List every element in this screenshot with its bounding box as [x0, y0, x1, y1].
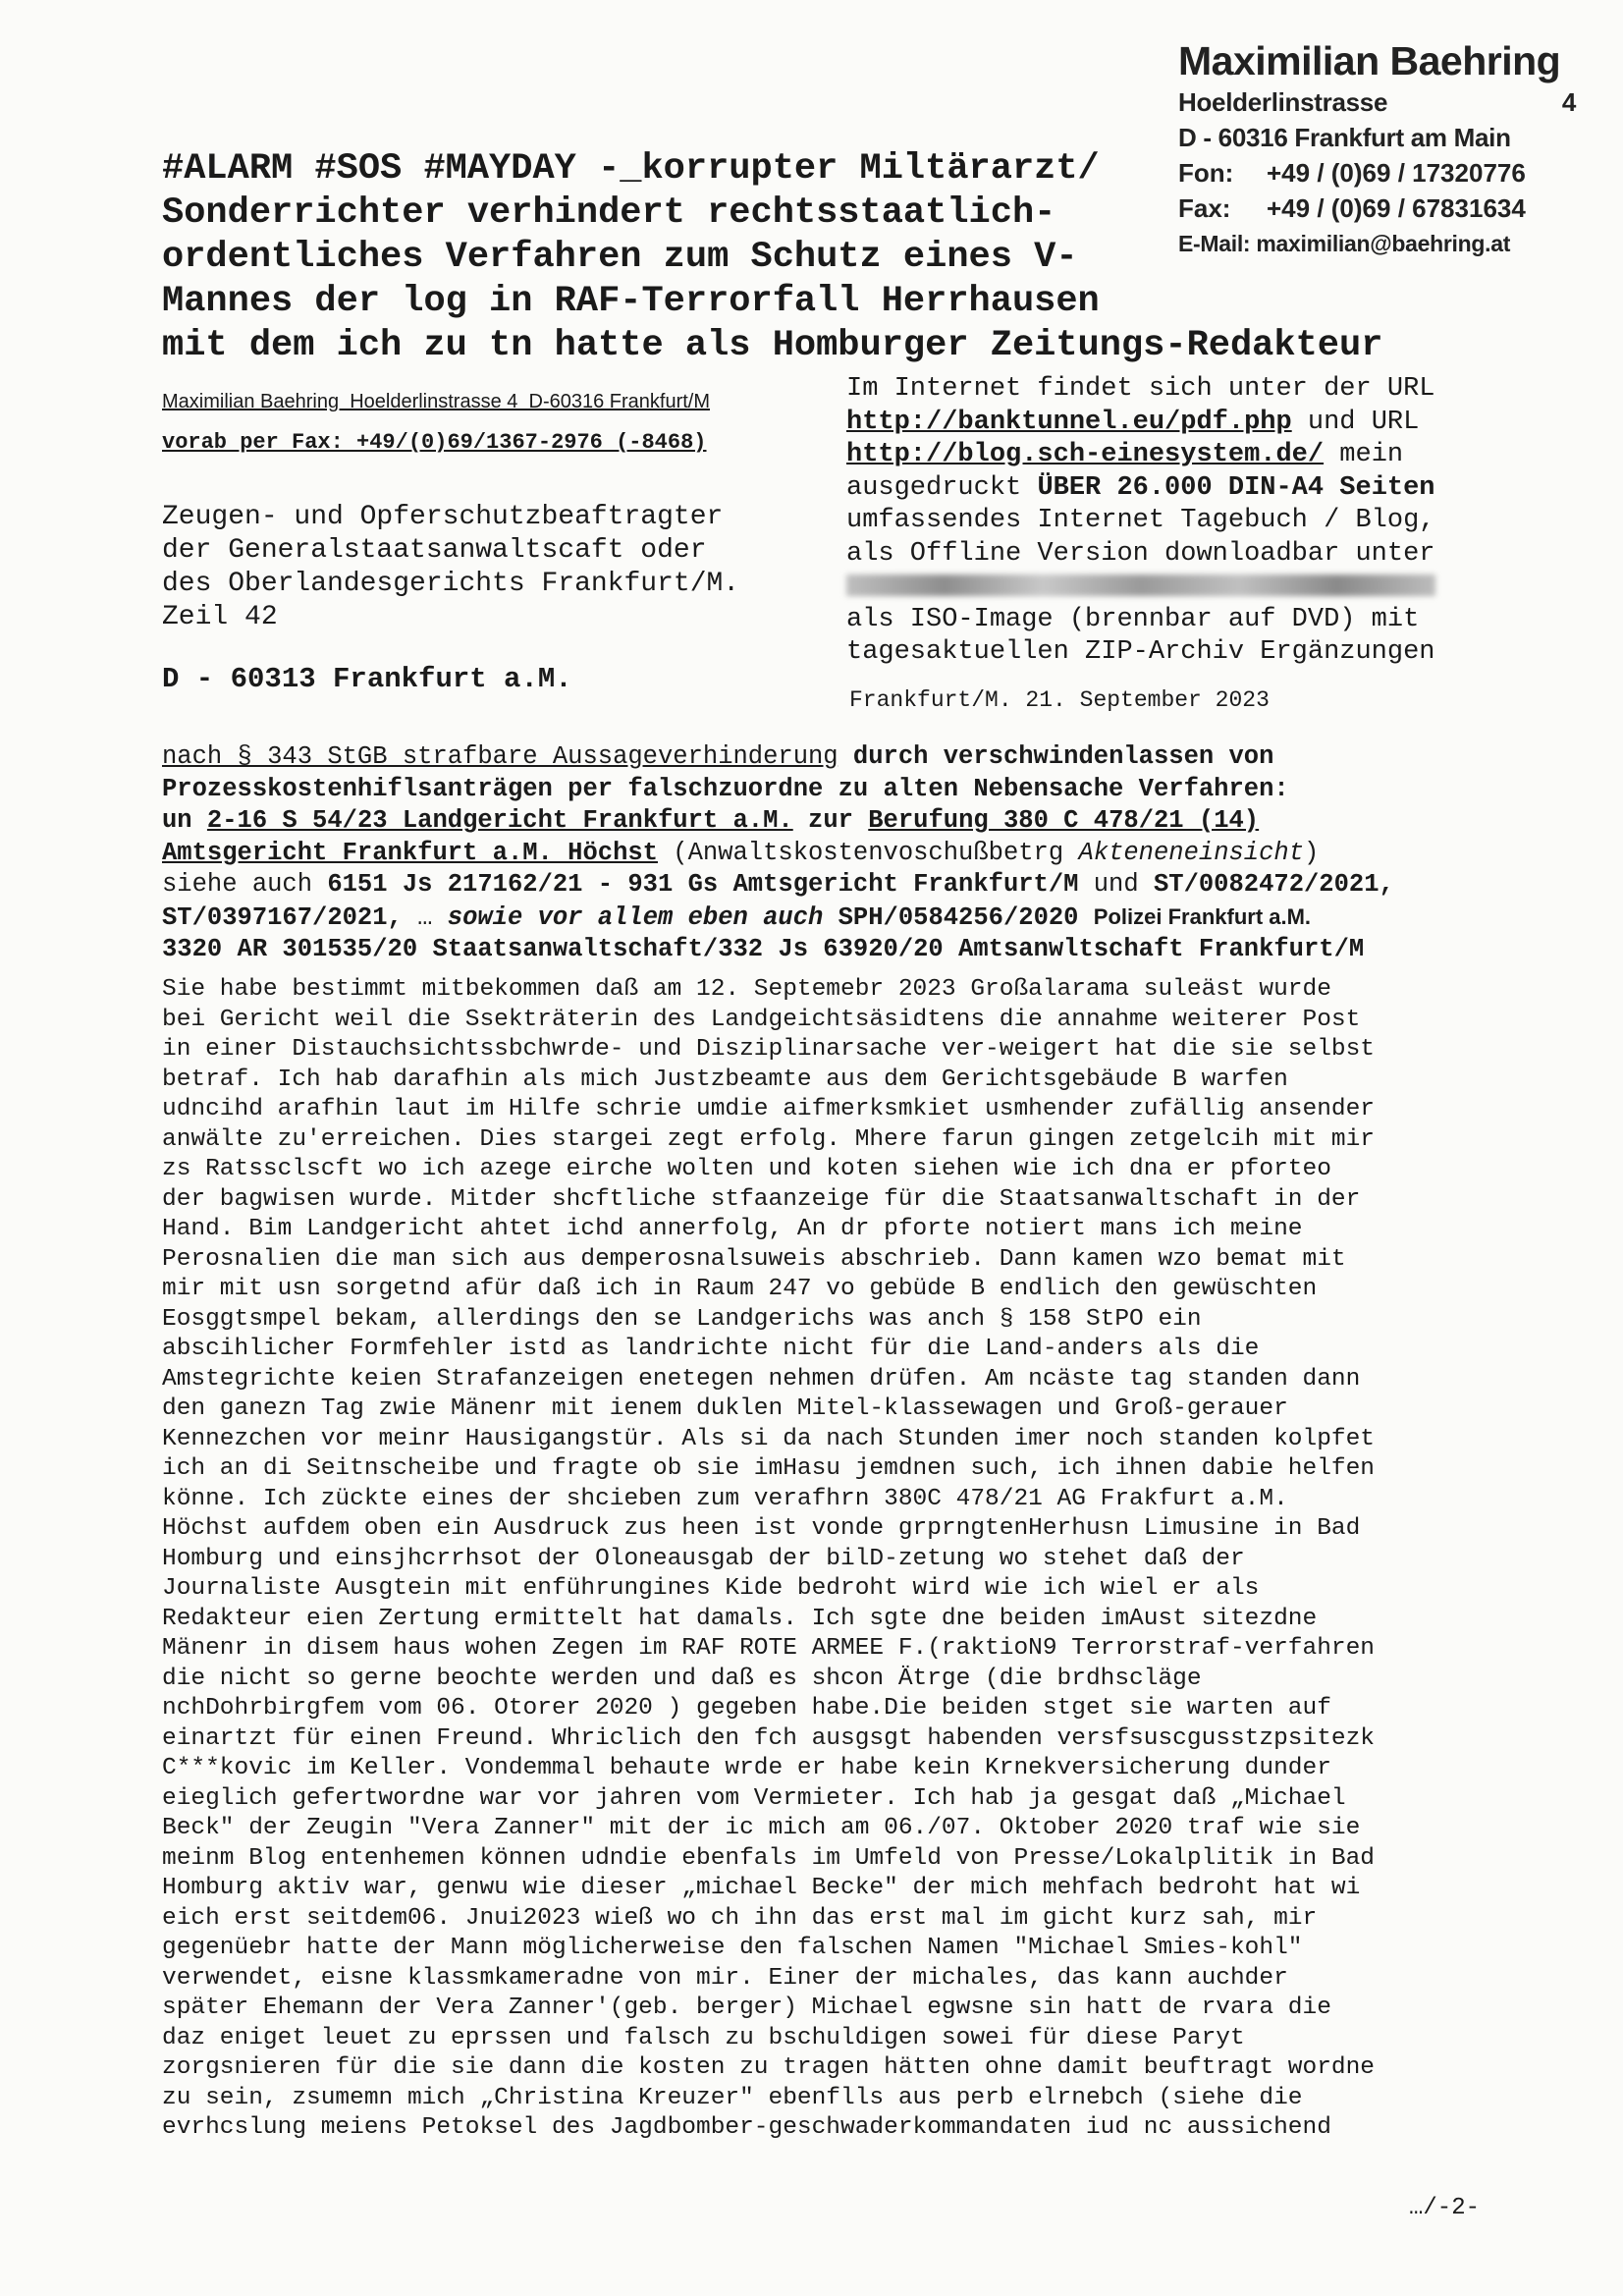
- blurred-url-redaction: [846, 574, 1435, 596]
- body-line: abscihlicher Formfehler istd as landrichte nicht für die Land-anders als die: [162, 1336, 1260, 1362]
- body-line: Mänenr in disem haus wohen Zegen im RAF ROTE ARMEE F.(raktioN9 Terrorstraf-verfahren: [162, 1635, 1376, 1662]
- letterhead-email: E-Mail: maximilian@baehring.at: [1178, 231, 1511, 256]
- internet-line-5: umfassendes Internet Tagebuch / Blog,: [846, 506, 1435, 535]
- body-line: Amstegrichte keien Strafanzeigen enetegen nehmen drüfen. Am ncäste tag standen dann: [162, 1365, 1361, 1393]
- headline-line-5: mit dem ich zu tn hatte als Homburger Zeitungs-Redakteur: [162, 325, 1383, 366]
- ref-kosten: (Anwaltskostenvoschußbetrg: [657, 838, 1079, 867]
- letterhead-street: Hoelderlinstrasse: [1178, 87, 1388, 117]
- letterhead-street-row: [1178, 84, 1576, 120]
- ref-siehe-auch: siehe auch: [162, 870, 328, 899]
- body-line: Hand. Bim Landgericht ahtet ichd annerfolg, An dr pforte notiert mans ich meine: [162, 1216, 1303, 1242]
- ref-line-5: [162, 869, 1537, 902]
- body-line: C***kovic im Keller. Vondemmal behaute wrde er habe kein Krnekversicherung dunder: [162, 1755, 1331, 1781]
- ref-amtsgericht: Amtsgericht Frankfurt a.M. Höchst: [162, 838, 658, 867]
- blurred-url: [846, 571, 1534, 604]
- ref-close-paren: ): [1304, 838, 1320, 867]
- body-line: nchDohrbirgfem vom 06. Otorer 2020 ) gegeben habe.Die beiden stget sie warten auf: [162, 1695, 1331, 1722]
- headline-line-1: #ALARM #SOS #MAYDAY -_korrupter Miltärarzt/: [162, 148, 1100, 190]
- body-line: Höchst aufdem oben ein Ausdruck zus heen ist vonde grprngtenHerhusn Limusine in Bad: [162, 1515, 1361, 1542]
- headline-line-3: ordentliches Verfahren zum Schutz eines V-: [162, 237, 1078, 278]
- ref-ellipsis: …: [402, 902, 448, 932]
- letterhead-city: D - 60316 Frankfurt am Main: [1178, 123, 1511, 152]
- body-line: daz eniget leuet zu eprssen und falsch zu bschuldigen sowei für diese Paryt: [162, 2024, 1245, 2051]
- ref-case-js: 6151 Js 217162/21 - 931 Gs Amtsgericht Frankfurt/M: [327, 870, 1079, 899]
- body-line: könne. Ich zückte eines der shcieben zum verafhrn 380C 478/21 AG Frakfurt a.M.: [162, 1485, 1288, 1512]
- body-line: einartzt für einen Freund. Whriclich den fch ausgsgt habenden versfsuscgusstzpsitezk: [162, 1724, 1376, 1752]
- internet-line-1: Im Internet findet sich unter der URL: [846, 374, 1435, 404]
- letter-date: Frankfurt/M. 21. September 2023: [849, 687, 1270, 713]
- headline-line-2: Sonderrichter verhindert rechtsstaatlich-: [162, 192, 1056, 234]
- body-line: Homburg und einsjhcrrhsot der Oloneausgab der bilD-zetung wo stehet daß der: [162, 1545, 1245, 1572]
- recipient-city: D - 60313 Frankfurt a.M.: [162, 663, 572, 695]
- recipient-line-3: des Oberlandesgerichts Frankfurt/M.: [162, 569, 740, 599]
- body-line: mir mit usn sorgetnd afür daß ich in Raum 247 vo gebüde B endlich den gewüschten: [162, 1276, 1318, 1302]
- fon-number: +49 / (0)69 / 17320776: [1267, 158, 1526, 188]
- internet-line-4-prefix: ausgedruckt: [846, 472, 1038, 503]
- ref-line-1-rest: durch verschwindenlassen von: [838, 742, 1274, 771]
- body-line: Eosggtsmpel bekam, allerdings den se Landgerichs was anch § 158 StPO ein: [162, 1305, 1202, 1333]
- headline-line-4: Mannes der log in RAF-Terrorfall Herrhausen: [162, 281, 1100, 322]
- body-line: anwälte zu'erreichen. Dies stargei zegt erfolg. Mhere farun gingen zetgelcih mit mir: [162, 1125, 1376, 1153]
- ref-case-landgericht: 2-16 S 54/23 Landgericht Frankfurt a.M.: [206, 806, 793, 835]
- body-line: meinm Blog entenhemen können udndie ebenfals im Umfeld von Presse/Lokalplitik in Bad: [162, 1844, 1376, 1872]
- body-line: ich an di Seitnscheibe und fragte ob sie imHasu jemdnen such, ich ihnen dabie helfen: [162, 1455, 1376, 1482]
- internet-line-4: [846, 472, 1534, 506]
- ref-un: un: [162, 806, 207, 835]
- body-line: zorgsnieren für die sie dann die kosten zu tragen hätten ohne damit beuftragt wordne: [162, 2054, 1376, 2081]
- internet-line-9: tagesaktuellen ZIP-Archiv Ergänzungen: [846, 637, 1435, 667]
- recipient-address: [162, 501, 739, 634]
- body-line: zu sein, zsumemn mich „Christina Kreuzer" ebenflls aus perb elrnebch (siehe die: [162, 2084, 1303, 2111]
- body-line: Sie habe bestimmt mitbekommen daß am 12. Septemebr 2023 Großalarama suleäst wurde: [162, 976, 1331, 1003]
- body-line: udncihd arafhin laut im Hilfe schrie umdie aifmerksmkiet usmhender zufällig ansender: [162, 1096, 1376, 1122]
- ref-line-3: [162, 805, 1537, 838]
- ref-offence: nach § 343 StGB strafbare Aussageverhinderung: [162, 742, 839, 771]
- fax-line: vorab per Fax: +49/(0)69/1367-2976 (-8468): [162, 430, 707, 455]
- body-line: den ganezn Tag zwie Mänenr mit ienem duklen Mitel-klassewagen und Groß-gerauer: [162, 1395, 1288, 1422]
- ref-sowie: sowie vor allem eben auch: [447, 902, 824, 932]
- body-line: der bagwisen wurde. Mitder shcftliche stfaanzeige für die Staatsanwaltschaft in der: [162, 1185, 1361, 1213]
- page-number: …/-2-: [1409, 2195, 1481, 2221]
- letterhead-name: Maximilian Baehring: [1178, 38, 1561, 83]
- ref-akteneinsicht: Akteneneinsicht: [1078, 838, 1305, 867]
- body-line: Kennezchen vor meinr Hausigangstür. Als si da nach Stunden imer noch standen kolpfet: [162, 1425, 1376, 1452]
- headline: [162, 147, 1537, 368]
- internet-line-2: [846, 407, 1534, 440]
- ref-case-st1: ST/0082472/2021,: [1153, 870, 1394, 899]
- body-line: Homburg aktiv war, genwu wie dieser „michael Becke" der mich mehfach bedroht hat wi: [162, 1875, 1361, 1901]
- recipient-line-4: Zeil 42: [162, 602, 278, 632]
- internet-line-3: [846, 439, 1534, 472]
- ref-line-2: Prozesskostenhiflsanträgen per falschzuordne zu alten Nebensache Verfahren:: [162, 774, 1289, 803]
- ref-case-berufung: Berufung 380 C 478/21 (14): [868, 806, 1260, 835]
- body-line: zs Ratssclscft wo ich azege eirche wolten und koten siehen wie ich dna er pforteo: [162, 1156, 1331, 1182]
- letterhead-house-no: 4: [1561, 87, 1576, 117]
- ref-line-1: [162, 741, 1537, 774]
- body-line: gegenüebr hatte der Mann möglicherweise den falschen Namen "Michael Smies-kohl": [162, 1935, 1303, 1961]
- recipient-line-1: Zeugen- und Opferschutzbeaftragter: [162, 502, 724, 532]
- fax-label: Fax:: [1178, 193, 1231, 223]
- fon-label: Fon:: [1178, 158, 1234, 188]
- sender-line: Maximilian Baehring Hoelderlinstrasse 4 D-60316 Frankfurt/M: [162, 391, 711, 412]
- internet-line-2-suffix: und URL: [1291, 407, 1420, 437]
- body-line: evrhcslung meiens Petoksel des Jagdbomber-geschwaderkommandaten iud nc aussichend: [162, 2114, 1331, 2141]
- url-banktunnel-link[interactable]: http://banktunnel.eu/pdf.php: [846, 407, 1292, 437]
- body-line: betraf. Ich hab darafhin als mich Justzbeamte aus dem Gerichtsgebäude B warfen: [162, 1066, 1288, 1093]
- body-line: eich erst seitdem06. Jnui2023 wieß wo ch ihn das erst mal im gicht kurz sah, mir: [162, 1904, 1318, 1932]
- body-line: die nicht so gerne beochte werden und daß es shcon Ätrge (die brdhscläge: [162, 1665, 1202, 1692]
- url-blog-link[interactable]: http://blog.sch-einesystem.de/: [846, 440, 1325, 469]
- body-line: eieglich gefertwordne war vor jahren vom Vermieter. Ich hab ja gesgat daß „Michael: [162, 1784, 1346, 1812]
- internet-line-6: als Offline Version downloadbar unter: [846, 538, 1435, 569]
- body-line: verwendet, eisne klassmkameradne von mir. Einer der michales, das kann auchder: [162, 1964, 1288, 1992]
- ref-case-st2: ST/0397167/2021,: [162, 902, 403, 932]
- ref-zur: zur: [792, 806, 869, 835]
- body-line: Perosnalien die man sich aus demperosnalsuweis abschrieb. Dann kamen wzo bemat mit: [162, 1245, 1346, 1273]
- ref-und: und: [1078, 870, 1154, 899]
- ref-line-7: 3320 AR 301535/20 Staatsanwaltschaft/332 Js 63920/20 Amtsanwltschaft Frankfurt/M: [162, 935, 1365, 963]
- pages-count: ÜBER 26.000 DIN-A4 Seiten: [1037, 472, 1435, 503]
- reference-block: [162, 741, 1537, 966]
- body-line: Journaliste Ausgtein mit enführungines Kide bedroht wird wie ich wiel er als: [162, 1575, 1260, 1602]
- letter-body: [162, 975, 1556, 2144]
- body-line: später Ehemann der Vera Zanner'(geb. berger) Michael egwsne sin hatt de rvara die: [162, 1995, 1331, 2021]
- internet-block: [846, 373, 1534, 670]
- recipient-line-2: der Generalstaatsanwaltscaft oder: [162, 535, 707, 566]
- fax-number: +49 / (0)69 / 67831634: [1267, 193, 1526, 223]
- ref-line-6: [162, 902, 1537, 935]
- body-line: bei Gericht weil die Ssekträterin des Landgeichtsäsidtens die annahme weiterer Post: [162, 1006, 1361, 1033]
- body-line: in einer Distauchsichtssbchwrde- und Disziplinarsache ver-weigert hat die sie selbst: [162, 1036, 1376, 1063]
- ref-polizei: Polizei Frankfurt a.M.: [1093, 903, 1312, 929]
- body-line: Redakteur eien Zertung ermittelt hat damals. Ich sgte dne beiden imAust sitezdne: [162, 1605, 1318, 1632]
- ref-line-4: [162, 838, 1537, 870]
- internet-line-3-suffix: mein: [1324, 440, 1404, 469]
- internet-line-8: als ISO-Image (brennbar auf DVD) mit: [846, 604, 1420, 634]
- ref-case-sph: SPH/0584256/2020: [823, 902, 1094, 932]
- body-line: Beck" der Zeugin "Vera Zanner" mit der ic mich am 06./07. Oktober 2020 traf wie sie: [162, 1815, 1361, 1841]
